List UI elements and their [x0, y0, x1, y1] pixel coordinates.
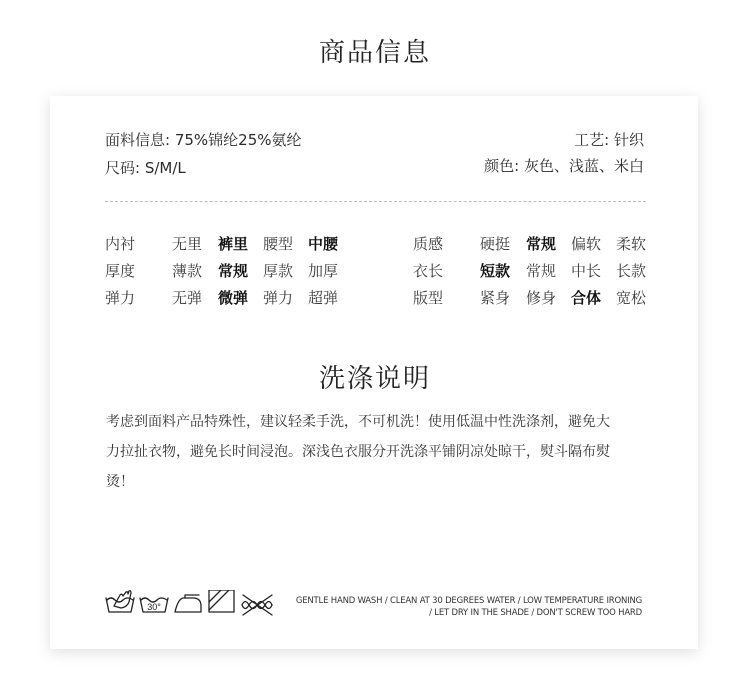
attr-option-left-1-0: 薄款 — [172, 262, 203, 280]
attr-option-right-0-2: 偏软 — [571, 235, 602, 253]
attr-option-left-0-3: 中腰 — [308, 235, 339, 253]
care-instructions-line-2: / LET DRY IN THE SHADE / DON'T SCREW TOO HARD — [429, 608, 642, 618]
attr-label-right-2: 版型 — [413, 289, 444, 307]
attr-label-left-0: 内衬 — [105, 235, 136, 253]
attr-option-right-2-3: 宽松 — [616, 289, 647, 307]
hand-wash-icon — [106, 591, 134, 612]
size-info: 尺码: S/M/L — [105, 159, 186, 177]
attr-option-left-2-2: 弹力 — [263, 289, 294, 307]
attr-option-right-1-3: 长款 — [616, 262, 647, 280]
attr-option-right-0-0: 硬挺 — [480, 235, 511, 253]
dashed-divider — [105, 201, 646, 202]
attr-option-left-1-2: 厚款 — [263, 262, 294, 280]
attr-option-right-2-2: 合体 — [571, 289, 602, 307]
attr-option-right-2-0: 紧身 — [480, 289, 511, 307]
care-icons — [105, 590, 277, 620]
attr-option-left-0-1: 裤里 — [218, 235, 249, 253]
product-info-title: 商品信息 — [318, 38, 431, 68]
attr-option-right-1-1: 常规 — [526, 262, 557, 280]
care-instructions-line-1: GENTLE HAND WASH / CLEAN AT 30 DEGREES WATER / LOW TEMPERATURE IRONING — [295, 596, 642, 606]
attr-label-right-0: 质感 — [413, 235, 444, 253]
iron-icon — [175, 595, 201, 612]
washing-line-1: 考虑到面料产品特殊性，建议轻柔手洗，不可机洗！使用低温中性洗涤剂，避免大 — [106, 414, 610, 430]
attr-option-left-0-2: 腰型 — [263, 235, 294, 253]
svg-text:30°: 30° — [147, 602, 161, 612]
attr-option-left-1-3: 加厚 — [308, 262, 339, 280]
material-info: 面料信息: 75%锦纶25%氨纶 — [105, 131, 302, 149]
attr-label-left-1: 厚度 — [105, 262, 136, 280]
attr-option-right-1-2: 中长 — [571, 262, 602, 280]
attr-option-left-0-0: 无里 — [172, 235, 203, 253]
do-not-wring-icon — [242, 595, 272, 615]
attr-option-right-2-1: 修身 — [526, 289, 557, 307]
washing-title: 洗涤说明 — [318, 364, 431, 394]
washing-line-2: 力拉扯衣物，避免长时间浸泡。深浅色衣服分开洗涤平铺阴凉处晾干，熨斗隔布熨 — [106, 444, 610, 460]
attr-label-left-2: 弹力 — [105, 289, 136, 307]
attr-label-right-1: 衣长 — [413, 262, 444, 280]
dry-in-shade-icon — [209, 590, 234, 612]
wash-30-icon — [140, 598, 168, 612]
attr-option-right-0-1: 常规 — [526, 235, 557, 253]
color-info: 颜色: 灰色、浅蓝、米白 — [484, 157, 644, 175]
attr-option-left-2-3: 超弹 — [308, 289, 339, 307]
attr-option-right-0-3: 柔软 — [616, 235, 647, 253]
craft-info: 工艺: 针织 — [574, 131, 644, 149]
washing-line-3: 烫！ — [106, 474, 134, 490]
washing-paragraph — [106, 407, 646, 497]
attr-option-right-1-0: 短款 — [480, 262, 511, 280]
attr-option-left-1-1: 常规 — [218, 262, 249, 280]
attr-option-left-2-0: 无弹 — [172, 289, 203, 307]
attr-option-left-2-1: 微弹 — [218, 289, 249, 307]
